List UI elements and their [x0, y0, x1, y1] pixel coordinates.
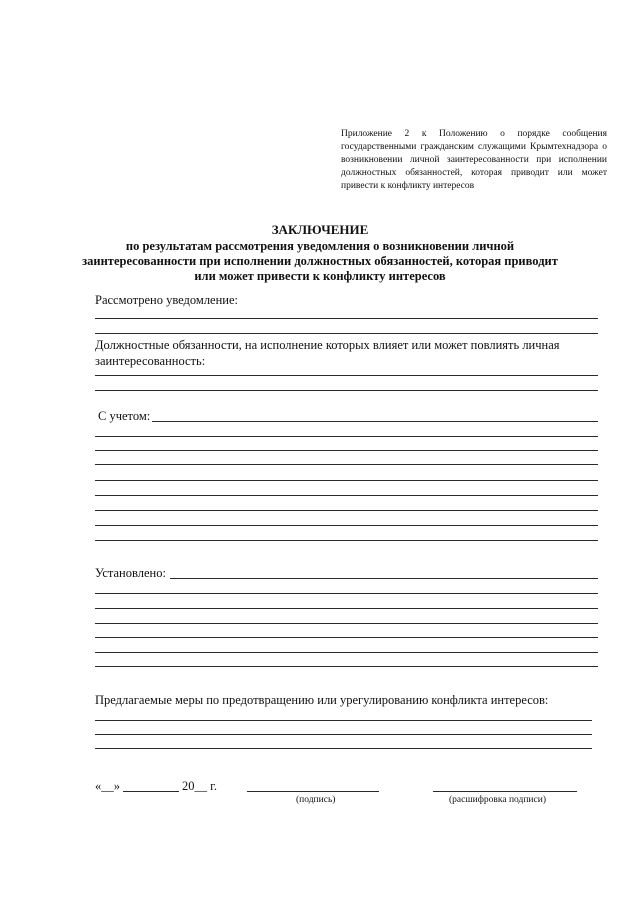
considering-line-1 [95, 436, 598, 437]
decryption-line [433, 791, 577, 792]
considering-line-8 [95, 540, 598, 541]
duties-label: Должностные обязанности, на исполнение которых влияет или может повлиять личная заинтересованность: [95, 338, 560, 368]
established-line-6 [95, 666, 598, 667]
considering-line-3 [95, 464, 598, 465]
considering-line-2 [95, 450, 598, 451]
measures-line-2 [95, 734, 592, 735]
duties-line-2 [95, 390, 598, 391]
established-label: Установлено: [95, 566, 166, 580]
established-line-3 [95, 623, 598, 624]
considering-line-7 [95, 525, 598, 526]
title-subtitle: по результатам рассмотрения уведомления о возникновении личной заинтересованности при исполнении должностных обязанностей, которая приводит или может привести к конфликту интересов [82, 239, 558, 283]
signature-caption: (подпись) [296, 795, 336, 805]
established-line-1 [95, 593, 598, 594]
measures-label: Предлагаемые меры по предотвращению или урегулированию конфликта интересов: [95, 693, 549, 707]
considering-line-6 [95, 510, 598, 511]
established-line-5 [95, 652, 598, 653]
signature-line [247, 791, 379, 792]
reviewed-line-2 [95, 333, 598, 334]
date-day-quotes: «__» [95, 779, 120, 793]
decryption-caption: (расшифровка подписи) [449, 795, 546, 805]
considering-label: С учетом: [98, 409, 151, 423]
reviewed-line-1 [95, 318, 598, 319]
considering-line-5 [95, 495, 598, 496]
considering-line-4 [95, 480, 598, 481]
date-year: 20__ г. [182, 779, 217, 793]
established-line-0 [170, 578, 598, 579]
reviewed-label: Рассмотрено уведомление: [95, 293, 238, 307]
established-line-4 [95, 637, 598, 638]
date-month-line [123, 791, 179, 792]
appendix-note: Приложение 2 к Положению о порядке сообщения государственными гражданским служащими Крымтехнадзора о возникновении личной заинтересованности при исполнении должностных обязанностей, которая приводит или может привести к конфликту интересов [341, 129, 607, 191]
duties-line-1 [95, 375, 598, 376]
title-main: ЗАКЛЮЧЕНИЕ [271, 222, 369, 237]
considering-line-0 [152, 421, 598, 422]
measures-line-1 [95, 720, 592, 721]
established-line-2 [95, 608, 598, 609]
document-title [80, 222, 560, 284]
measures-line-3 [95, 748, 592, 749]
